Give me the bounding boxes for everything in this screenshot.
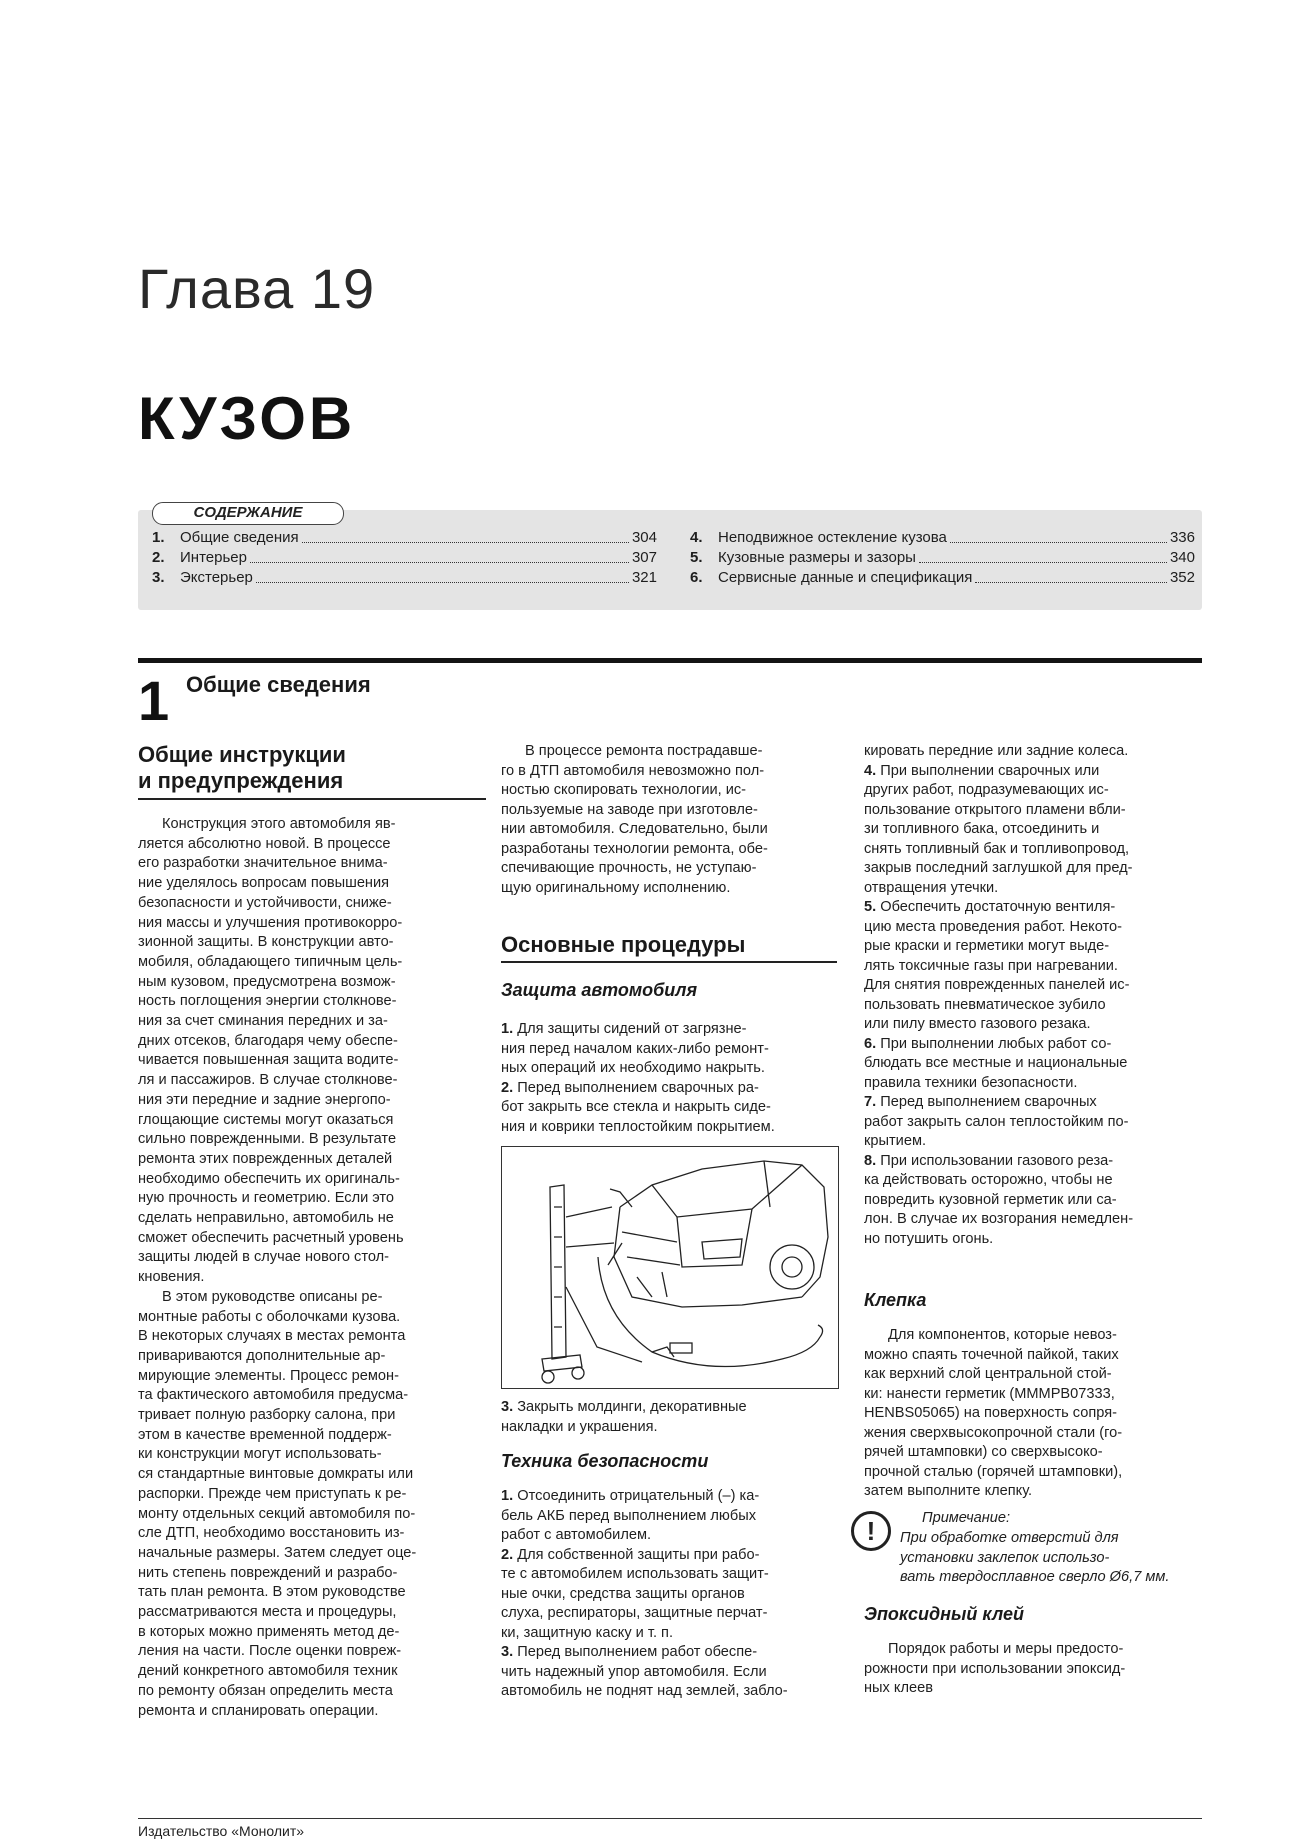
body-line: ным кузовом, предусмотрена возмож- xyxy=(138,973,396,990)
body-line: в которых можно применять метод де- xyxy=(138,1623,400,1640)
list-line: накладки и украшения. xyxy=(501,1418,658,1435)
body-line: нии автомобиля. Следовательно, были xyxy=(501,821,768,837)
warning-icon: ! xyxy=(851,1511,891,1551)
list-line: 5. Обеспечить достаточную вентиля- xyxy=(864,899,1116,915)
body-line: необходимо обеспечить их оригиналь- xyxy=(138,1170,400,1187)
body-line: ностью скопировать технологии, ис- xyxy=(501,782,747,798)
list-line: ния перед началом каких-либо ремонт- xyxy=(501,1040,769,1057)
body-line: рожности при использовании эпоксид- xyxy=(864,1660,1126,1677)
chapter-label: Глава 19 xyxy=(138,257,376,320)
body-line: рассматриваются места и процедуры, xyxy=(138,1604,397,1620)
repair-jig-figure xyxy=(501,1146,839,1389)
body-line: ремонта и спланировать операции. xyxy=(138,1702,379,1719)
list-line: правила техники безопасности. xyxy=(864,1074,1078,1091)
body-line: глощающие системы могут оказаться xyxy=(138,1111,394,1128)
list-line: автомобиль не поднят над землей, забло- xyxy=(501,1683,788,1699)
list-line: ные очки, средства защиты органов xyxy=(501,1585,745,1602)
body-line: В некоторых случаях в местах ремонта xyxy=(138,1328,406,1345)
note-label: Примечание: xyxy=(922,1510,1011,1526)
list-line: 3. Закрыть молдинги, декоративные xyxy=(501,1399,747,1415)
toc-entry-title: Неподвижное остекление кузова xyxy=(718,529,947,546)
toc-entry-number: 2. xyxy=(152,549,165,566)
toc-heading: СОДЕРЖАНИЕ xyxy=(152,502,344,525)
list-line: 2. Перед выполнением сварочных ра- xyxy=(501,1079,759,1096)
toc-entry xyxy=(690,568,1195,588)
list-line: 1. Отсоединить отрицательный (–) ка- xyxy=(501,1488,760,1504)
body-line: го в ДТП автомобиля невозможно пол- xyxy=(501,762,765,779)
list-line: но потушить огонь. xyxy=(864,1230,994,1247)
list-line: слуха, респираторы, защитные перчат- xyxy=(501,1605,768,1621)
body-line: можно спаять точечной пайкой, таких xyxy=(864,1346,1119,1363)
col2-heading-underline xyxy=(501,961,837,963)
list-line: работ закрыть салон теплостойким по- xyxy=(864,1113,1129,1130)
list-line: бель АКБ перед выполнением любых xyxy=(501,1507,757,1524)
list-line: лять токсичные газы при нагревании. xyxy=(864,957,1118,974)
toc-entry-title: Кузовные размеры и зазоры xyxy=(718,549,916,566)
list-line: те с автомобилем использовать защит- xyxy=(501,1566,769,1582)
body-line: ки конструкции могут использовать- xyxy=(138,1446,382,1463)
toc-dot-leader xyxy=(302,528,629,543)
body-line: В процессе ремонта пострадавше- xyxy=(525,743,763,759)
list-line: отвращения утечки. xyxy=(864,879,999,896)
body-line: ния за счет сминания передних и за- xyxy=(138,1013,388,1029)
footer-rule xyxy=(138,1818,1202,1819)
list-line: ка действовать осторожно, чтобы не xyxy=(864,1172,1113,1188)
body-line: сильно поврежденными. В результате xyxy=(138,1131,397,1148)
list-line: 6. При выполнении любых работ со- xyxy=(864,1035,1112,1052)
body-line: дений конкретного автомобиля техник xyxy=(138,1663,398,1680)
body-line: ность поглощения энергии столкнове- xyxy=(138,993,397,1010)
list-line: зи топливного бака, отсоединить и xyxy=(864,821,1100,837)
body-line: ляется абсолютно новой. В процессе xyxy=(138,835,391,852)
list-line: рые краски и герметики могут выде- xyxy=(864,938,1110,954)
list-line: или пилу вместо газового резака. xyxy=(864,1016,1091,1032)
toc-dot-leader xyxy=(250,548,629,563)
list-line: закрыв последний заглушкой для пред- xyxy=(864,860,1133,876)
list-line: пользовать пневматическое зубило xyxy=(864,996,1106,1013)
chapter-title: КУЗОВ xyxy=(138,385,356,452)
toc-entry-page: 340 xyxy=(1169,549,1195,566)
toc-entry-title: Сервисные данные и спецификация xyxy=(718,569,973,586)
subheading-rivet: Клепка xyxy=(864,1290,927,1310)
subheading-epoxy: Эпоксидный клей xyxy=(864,1604,1024,1624)
subheading-protect: Защита автомобиля xyxy=(501,980,698,1000)
toc-entry-title: Экстерьер xyxy=(180,569,253,586)
list-line: 8. При использовании газового реза- xyxy=(864,1152,1114,1169)
section-title: Общие сведения xyxy=(186,672,371,697)
col1-heading-line2: и предупреждения xyxy=(138,768,344,793)
note-line: установки заклепок использо- xyxy=(900,1549,1110,1566)
body-line: Конструкция этого автомобиля яв- xyxy=(162,816,396,832)
body-line: по ремонту обязан определить места xyxy=(138,1682,393,1699)
col1-heading-line1: Общие инструкции xyxy=(138,742,346,767)
body-line: HENBS05065) на поверхность сопря- xyxy=(864,1405,1117,1421)
toc-entry-page: 304 xyxy=(631,529,657,546)
body-line: разработаны технологии ремонта, обе- xyxy=(501,840,768,857)
body-line: зионной защиты. В конструкции авто- xyxy=(138,934,394,951)
list-line: 2. Для собственной защиты при рабо- xyxy=(501,1546,760,1563)
body-line: ния эти передние и задние энергопо- xyxy=(138,1091,391,1108)
list-line: цию места проведения работ. Некото- xyxy=(864,918,1123,935)
list-line: пользование открытого пламени вбли- xyxy=(864,801,1126,818)
list-line: крытием. xyxy=(864,1133,927,1149)
list-line: блюдать все местные и национальные xyxy=(864,1055,1128,1071)
body-line: ную прочность и геометрию. Если это xyxy=(138,1190,395,1207)
body-line: ние уделялось вопросам повышения xyxy=(138,875,390,892)
body-line: В этом руководстве описаны ре- xyxy=(162,1288,383,1305)
body-line: распорки. Прежде чем приступать к ре- xyxy=(138,1485,407,1502)
body-line: тривает полную разборку салона, при xyxy=(138,1407,396,1423)
list-line: 1. Для защиты сидений от загрязне- xyxy=(501,1021,747,1037)
list-line: ных операций их необходимо накрыть. xyxy=(501,1060,765,1076)
body-line: ся стандартные винтовые домкраты или xyxy=(138,1466,414,1483)
body-line: ремонта этих поврежденных деталей xyxy=(138,1150,393,1167)
toc-entry-number: 6. xyxy=(690,569,703,586)
list-line: других работ, подразумевающих ис- xyxy=(864,782,1109,798)
toc-entry xyxy=(152,568,657,588)
note-line: вать твердосплавное сверло Ø6,7 мм. xyxy=(900,1569,1170,1585)
list-line: кировать передние или задние колеса. xyxy=(864,743,1129,759)
toc-dot-leader xyxy=(975,568,1167,583)
toc-entry-title: Интерьер xyxy=(180,549,247,566)
body-line: привариваются дополнительные ар- xyxy=(138,1347,386,1364)
body-line: ления на части. После оценки повреж- xyxy=(138,1643,402,1660)
body-line: защиты людей в случае нового стол- xyxy=(138,1249,390,1266)
body-line: ния массы и улучшения противокорро- xyxy=(138,914,403,931)
body-line: этом в качестве временной поддерж- xyxy=(138,1426,392,1443)
toc-entry-page: 352 xyxy=(1169,569,1195,586)
list-line: ки, защитную каску и т. п. xyxy=(501,1624,674,1641)
list-line: 3. Перед выполнением работ обеспе- xyxy=(501,1644,758,1660)
body-line: тать план ремонта. В этом руководстве xyxy=(138,1584,406,1601)
section-rule xyxy=(138,658,1202,663)
list-line: лон. В случае их возгорания немедлен- xyxy=(864,1211,1134,1227)
toc-entry-page: 307 xyxy=(631,549,657,566)
body-line: ных клеев xyxy=(864,1680,933,1696)
toc-entry xyxy=(690,528,1195,548)
list-line: 7. Перед выполнением сварочных xyxy=(864,1094,1097,1110)
toc-entry-number: 1. xyxy=(152,529,165,546)
body-line: ки: нанести герметик (MMMPB07333, xyxy=(864,1385,1115,1402)
toc-entry-page: 336 xyxy=(1169,529,1195,546)
body-line: дних отсеков, благодаря чему обеспе- xyxy=(138,1032,398,1049)
body-line: его разработки значительное внима- xyxy=(138,855,388,872)
body-line: щую оригинальному исполнению. xyxy=(501,879,731,896)
section-number: 1 xyxy=(138,669,170,732)
toc-entry-title: Общие сведения xyxy=(180,529,299,546)
toc-entry xyxy=(152,528,657,548)
body-line: жения сверхвысокопрочной стали (го- xyxy=(864,1424,1123,1441)
body-line: пользуемые на заводе при изготовле- xyxy=(501,801,758,818)
body-line: сле ДТП, необходимо восстановить из- xyxy=(138,1525,405,1542)
subheading-safety: Техника безопасности xyxy=(501,1451,709,1471)
list-line: Для снятия поврежденных панелей ис- xyxy=(864,977,1130,993)
list-line: снять топливный бак и топливопровод, xyxy=(864,840,1130,857)
list-line: 4. При выполнении сварочных или xyxy=(864,762,1100,779)
list-line: повредить кузовной герметик или са- xyxy=(864,1191,1117,1208)
body-line: монту отдельных секций автомобиля по- xyxy=(138,1505,416,1522)
body-line: затем выполните клепку. xyxy=(864,1483,1033,1499)
toc-dot-leader xyxy=(256,568,629,583)
toc-dot-leader xyxy=(950,528,1167,543)
col1-heading-underline xyxy=(138,798,486,800)
body-line: монтные работы с оболочками кузова. xyxy=(138,1308,401,1325)
toc-entry xyxy=(152,548,657,568)
toc-dot-leader xyxy=(919,548,1167,563)
car-body-on-jig-illustration xyxy=(502,1147,838,1388)
body-line: Порядок работы и меры предосто- xyxy=(888,1641,1124,1657)
body-line: безопасности и устойчивости, сниже- xyxy=(138,894,392,911)
body-line: спечивающие прочность, не уступаю- xyxy=(501,860,757,876)
body-line: как верхний слой центральной стой- xyxy=(864,1366,1112,1382)
body-line: сможет обеспечить расчетный уровень xyxy=(138,1229,404,1246)
body-line: рячей штамповки) со сверхвысоко- xyxy=(864,1444,1103,1460)
toc-entry-number: 3. xyxy=(152,569,165,586)
toc-entry-page: 321 xyxy=(631,569,657,586)
body-line: начальные размеры. Затем следует оце- xyxy=(138,1544,417,1561)
body-line: та фактического автомобиля предусма- xyxy=(138,1387,409,1404)
body-line: ля и пассажиров. В случае столкнове- xyxy=(138,1072,398,1089)
list-line: работ с автомобилем. xyxy=(501,1527,652,1543)
body-line: мирующие элементы. Процесс ремон- xyxy=(138,1367,399,1384)
list-line: бот закрыть все стекла и накрыть сиде- xyxy=(501,1099,771,1115)
toc-entry-number: 5. xyxy=(690,549,703,566)
body-line: нить степень повреждений и разрабо- xyxy=(138,1564,398,1581)
col2-heading: Основные процедуры xyxy=(501,932,746,957)
toc-entry-number: 4. xyxy=(690,529,703,546)
note-line: При обработке отверстий для xyxy=(900,1530,1119,1546)
list-line: чить надежный упор автомобиля. Если xyxy=(501,1663,767,1680)
body-line: кновения. xyxy=(138,1269,205,1286)
body-line: мобиля, обладающего типичным цель- xyxy=(138,953,403,970)
body-line: сделать неправильно, автомобиль не xyxy=(138,1210,394,1226)
body-line: Для компонентов, которые невоз- xyxy=(888,1327,1117,1343)
toc-entry xyxy=(690,548,1195,568)
body-line: прочной сталью (горячей штамповки), xyxy=(864,1463,1123,1480)
list-line: ния и коврики теплостойким покрытием. xyxy=(501,1118,775,1135)
body-line: чивается повышенная защита водите- xyxy=(138,1052,399,1069)
publisher-footer: Издательство «Монолит» xyxy=(138,1823,305,1839)
